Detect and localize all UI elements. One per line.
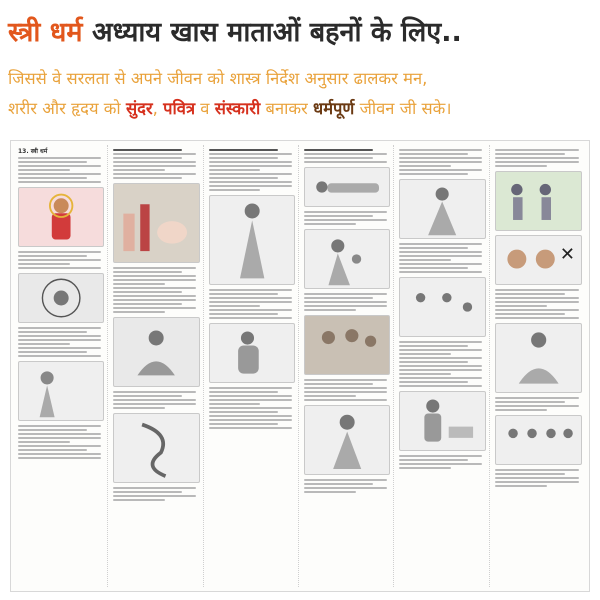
document-page (10, 140, 590, 592)
text-block (209, 387, 295, 429)
woman-cooking-illustration (399, 391, 485, 451)
woman-with-fan-illustration (304, 405, 390, 475)
reclining-woman-illustration (304, 167, 390, 207)
zodiac-wheel-illustration (18, 273, 104, 323)
text-block (18, 425, 104, 459)
subtitle-highlight-pavitra: पवित्र (163, 99, 196, 118)
seated-woman-illustration (209, 323, 295, 383)
exercise-poses-illustration (495, 171, 582, 231)
subtitle-text: जीवन जी सके। (354, 99, 452, 118)
text-block (209, 149, 295, 191)
document-column-6 (492, 145, 585, 587)
text-block (495, 469, 582, 487)
text-block (18, 157, 104, 183)
text-block (495, 149, 582, 167)
subtitle-highlight-dharmapurna: धर्मपूर्ण (313, 99, 355, 118)
text-block (113, 391, 199, 409)
cosmetics-illustration (113, 183, 199, 263)
chapter-heading: 13. स्त्री धर्म (18, 148, 48, 155)
title-highlight: स्त्री धर्म (8, 17, 83, 48)
page-subtitle (8, 64, 598, 124)
subtitle-text: व (195, 99, 215, 118)
goddess-illustration (18, 187, 104, 247)
digestive-system-illustration (113, 413, 199, 483)
header (0, 0, 600, 140)
document-column-1 (15, 145, 108, 587)
text-block (18, 327, 104, 357)
cross-mark-icon: ✕ (559, 244, 575, 265)
yoga-poses-illustration (399, 277, 485, 337)
document-column-5 (396, 145, 489, 587)
page-title (8, 16, 598, 50)
text-block (304, 379, 390, 401)
document-column-2 (110, 145, 203, 587)
text-block (18, 251, 104, 269)
meditating-figure-illustration (113, 317, 199, 387)
mother-child-illustration (304, 229, 390, 289)
text-block (113, 149, 199, 179)
text-block (113, 267, 199, 313)
title-rest: अध्याय खास माताओं बहनों के लिए.. (82, 17, 462, 48)
group-gathering-illustration (495, 415, 582, 465)
text-block (304, 211, 390, 225)
text-block (113, 487, 199, 501)
text-block (495, 289, 582, 319)
document-column-4 (301, 145, 394, 587)
text-block (399, 243, 485, 273)
text-block (304, 293, 390, 311)
text-block (209, 289, 295, 319)
text-block (304, 149, 390, 163)
document-column-3 (206, 145, 299, 587)
subtitle-line-1: जिससे वे सरलता से अपने जीवन को शास्त्र निर्देश अनुसार ढालकर मन, (8, 69, 428, 88)
comparison-faces-illustration (495, 235, 582, 285)
subtitle-line-2 (8, 94, 598, 124)
mother-feeding-illustration (399, 179, 485, 239)
family-photo-illustration (304, 315, 390, 375)
text-block (399, 455, 485, 469)
subtitle-highlight-sanskari: संस्कारी (214, 99, 261, 118)
subtitle-text: शरीर और हृदय को (8, 99, 126, 118)
text-block (495, 397, 582, 411)
subtitle-text: बनाकर (260, 99, 314, 118)
standing-woman-illustration (209, 195, 295, 285)
text-block (399, 341, 485, 387)
text-block (304, 479, 390, 493)
subtitle-text: , (152, 99, 164, 118)
subtitle-highlight-sundar: सुंदर (125, 99, 153, 118)
woman-sketch-illustration (18, 361, 104, 421)
text-block (399, 149, 485, 175)
seated-woman-meditation-illustration (495, 323, 582, 393)
